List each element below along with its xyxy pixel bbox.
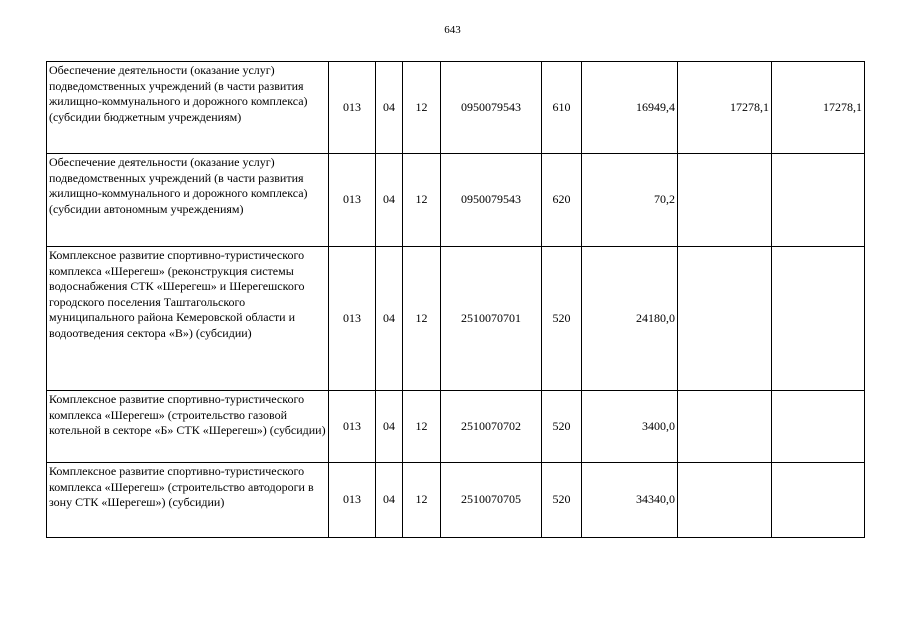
row-name-cell: Комплексное развитие спортивно-туристического комплекса «Шерегеш» (строительство газовой котельной в секторе «Б» СТК «Шерегеш») (субсидии) <box>47 391 329 463</box>
subsection-code-cell: 12 <box>403 154 441 247</box>
page-number: 643 <box>444 24 461 36</box>
target-article-cell: 2510070702 <box>441 391 542 463</box>
row-name-cell: Комплексное развитие спортивно-туристического комплекса «Шерегеш» (строительство автодороги в зону СТК «Шерегеш») (субсидии) <box>47 463 329 538</box>
subsection-code-cell: 12 <box>403 391 441 463</box>
table-row <box>47 62 865 154</box>
amount-year1-cell: 34340,0 <box>582 463 678 538</box>
ministry-code-cell: 013 <box>329 62 376 154</box>
expense-type-cell: 610 <box>542 62 582 154</box>
section-code-cell: 04 <box>376 391 403 463</box>
target-article-cell: 2510070701 <box>441 247 542 391</box>
table-row <box>47 247 865 391</box>
subsection-code-cell: 12 <box>403 463 441 538</box>
expense-type-cell: 620 <box>542 154 582 247</box>
amount-year2-cell <box>678 391 772 463</box>
amount-year3-cell <box>772 154 865 247</box>
amount-year2-cell <box>678 247 772 391</box>
subsection-code-cell: 12 <box>403 247 441 391</box>
section-code-cell: 04 <box>376 154 403 247</box>
amount-year3-cell: 17278,1 <box>772 62 865 154</box>
target-article-cell: 0950079543 <box>441 62 542 154</box>
ministry-code-cell: 013 <box>329 391 376 463</box>
amount-year2-cell: 17278,1 <box>678 62 772 154</box>
amount-year3-cell <box>772 247 865 391</box>
ministry-code-cell: 013 <box>329 463 376 538</box>
row-name-cell: Обеспечение деятельности (оказание услуг) подведомственных учреждений (в части развития жилищно-коммунального и дорожного комплекса) (субсидии бюджетным учреждениям) <box>47 62 329 154</box>
ministry-code-cell: 013 <box>329 247 376 391</box>
amount-year1-cell: 24180,0 <box>582 247 678 391</box>
expense-type-cell: 520 <box>542 463 582 538</box>
table-row <box>47 463 865 538</box>
amount-year1-cell: 16949,4 <box>582 62 678 154</box>
amount-year3-cell <box>772 463 865 538</box>
table-row <box>47 154 865 247</box>
expense-type-cell: 520 <box>542 391 582 463</box>
amount-year1-cell: 70,2 <box>582 154 678 247</box>
table-row <box>47 391 865 463</box>
amount-year3-cell <box>772 391 865 463</box>
expense-type-cell: 520 <box>542 247 582 391</box>
subsection-code-cell: 12 <box>403 62 441 154</box>
row-name-cell: Обеспечение деятельности (оказание услуг) подведомственных учреждений (в части развития жилищно-коммунального и дорожного комплекса) (субсидии автономным учреждениям) <box>47 154 329 247</box>
amount-year2-cell <box>678 154 772 247</box>
target-article-cell: 0950079543 <box>441 154 542 247</box>
budget-table <box>46 61 865 538</box>
section-code-cell: 04 <box>376 463 403 538</box>
section-code-cell: 04 <box>376 247 403 391</box>
amount-year1-cell: 3400,0 <box>582 391 678 463</box>
ministry-code-cell: 013 <box>329 154 376 247</box>
amount-year2-cell <box>678 463 772 538</box>
section-code-cell: 04 <box>376 62 403 154</box>
target-article-cell: 2510070705 <box>441 463 542 538</box>
row-name-cell: Комплексное развитие спортивно-туристического комплекса «Шерегеш» (реконструкция системы водоснабжения СТК «Шерегеш» и Шерегешского городского поселения Таштагольского муниципального района Кемеровской области и водоотведения сектора «В») (субсидии) <box>47 247 329 391</box>
